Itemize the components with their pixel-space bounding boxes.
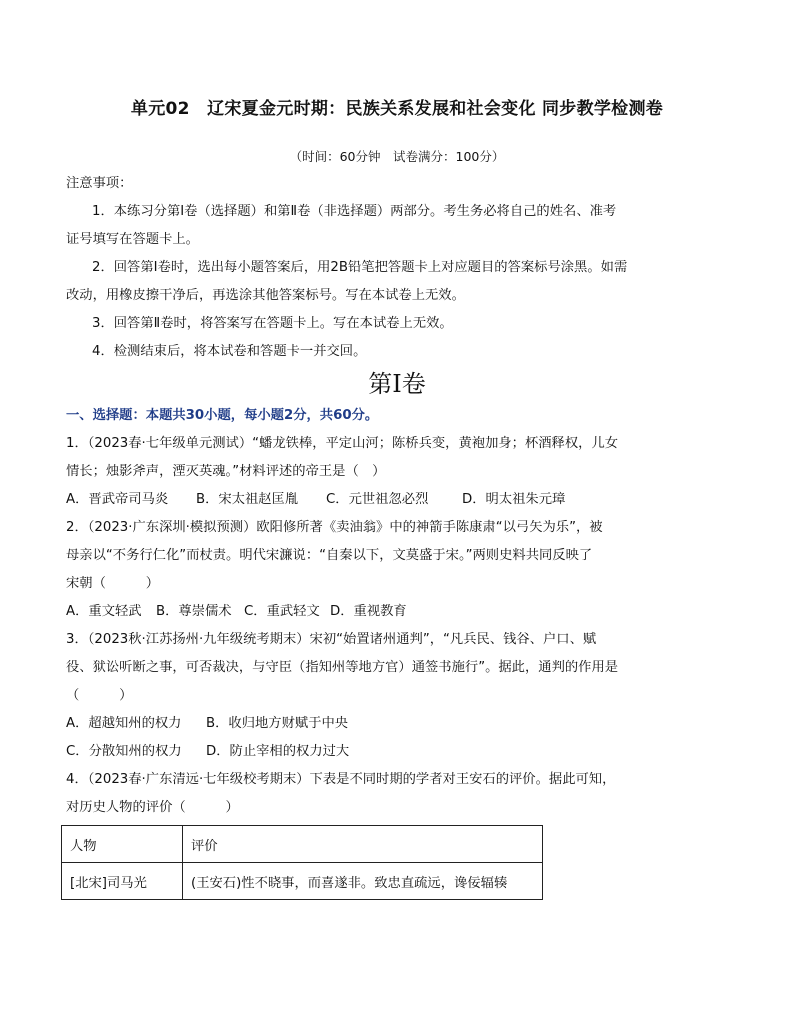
table-header-row [62,826,543,863]
option-a: A．超越知州的权力 [66,716,182,731]
note-item-1-cont: 证号填写在答题卡上。 [66,232,199,247]
question-text: 宋朝（ ） [66,576,160,591]
question-text: 母亲以“不务行仁化”而杖责。明代宋濂说：“自秦以下，文莫盛于宋。”两则史料共同反映了 [66,548,593,563]
question-options [66,710,686,738]
option-b: B．宋太祖赵匡胤 [196,492,299,507]
question-text: 3．（2023秋·江苏扬州·九年级统考期末）宋初“始置诸州通判”，“凡兵民、钱谷、户口、赋 [66,632,597,647]
exam-subtitle: （时间：60分钟 试卷满分：100分） [289,149,505,164]
option-c: C．分散知州的权力 [66,744,182,759]
questions-section [66,402,686,822]
option-b: B．收归地方财赋于中央 [206,716,349,731]
question-options [66,738,686,766]
option-a: A．晋武帝司马炎 [66,492,169,507]
option-a: A．重文轻武 [66,604,142,619]
option-c: C．元世祖忽必烈 [326,492,429,507]
option-c: C．重武轻文 [244,604,320,619]
question-options [66,486,686,514]
question-options [66,598,686,626]
option-d: D．明太祖朱元璋 [462,492,566,507]
exam-title: 单元02 辽宋夏金元时期：民族关系发展和社会变化 同步教学检测卷 [130,99,664,119]
option-d: D．防止宰相的权力过大 [206,744,350,759]
note-item-1: 1．本练习分第Ⅰ卷（选择题）和第Ⅱ卷（非选择题）两部分。考生务必将自己的姓名、准考 [92,204,617,219]
table-row [62,863,543,900]
question-text: 对历史人物的评价（ ） [66,800,239,815]
volume-heading: 第Ⅰ卷 [368,370,426,398]
note-item-2: 2．回答第Ⅰ卷时，选出每小题答案后，用2B铅笔把答题卡上对应题目的答案标号涂黑。如需 [92,260,628,275]
note-item-4: 4．检测结束后，将本试卷和答题卡一并交回。 [92,344,367,359]
question-text: （ ） [66,688,133,703]
question-text: 2．（2023·广东深圳·模拟预测）欧阳修所著《卖油翁》中的神箭手陈康肃“以弓矢为乐”，被 [66,520,603,535]
table-header-cell: 人物 [62,826,183,863]
note-item-2-cont: 改动，用橡皮擦干净后，再选涂其他答案标号。写在本试卷上无效。 [66,288,465,303]
evaluation-table [61,825,543,900]
option-b: B．尊崇儒术 [156,604,232,619]
option-d: D．重视教育 [330,604,407,619]
table-cell: [北宋]司马光 [62,863,183,900]
notes-heading: 注意事项： [66,176,133,191]
notes-section [66,170,686,366]
question-text: 情长；烛影斧声，湮灭英魂。”材料评述的帝王是（ ） [66,464,386,479]
question-text: 4．（2023春·广东清远·七年级校考期末）下表是不同时期的学者对王安石的评价。据此可知， [66,772,616,787]
section-heading: 一、选择题：本题共30小题，每小题2分，共60分。 [66,408,379,423]
question-text: 役、狱讼听断之事，可否裁决，与守臣（指知州等地方官）通签书施行”。据此，通判的作用是 [66,660,619,675]
question-1 [66,430,686,514]
question-2 [66,514,686,626]
question-text: 1．（2023春·七年级单元测试）“蟠龙铁棒，平定山河；陈桥兵变，黄袍加身；杯酒释权，儿女 [66,436,619,451]
question-3 [66,626,686,766]
note-item-3: 3．回答第Ⅱ卷时，将答案写在答题卡上。写在本试卷上无效。 [92,316,453,331]
question-4 [66,766,686,822]
table-cell: (王安石)性不晓事，而喜遂非。致忠直疏远，谗佞辐辏 [183,863,543,900]
table-header-cell: 评价 [183,826,543,863]
